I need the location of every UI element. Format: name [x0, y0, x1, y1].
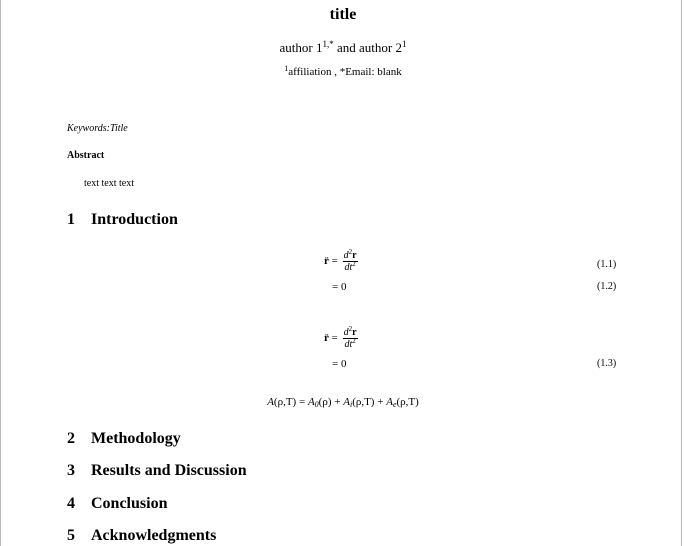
affiliation-text: affiliation , *Email: blank	[288, 66, 402, 78]
section-heading	[67, 211, 178, 229]
section-number: 2	[67, 430, 75, 447]
equation-1-3-zero: = 0	[332, 358, 347, 370]
author-1: author 1	[279, 40, 323, 55]
eq-equals: =	[331, 255, 338, 268]
equation-1-2: = 0	[332, 281, 347, 293]
eq-fraction: $\frac{d^2r}{dt^2}$	[343, 325, 357, 350]
equation-long: $A(\rho,T) = A_0(\rho) + A_i(\rho,T) + A_e(\rho,T)$	[267, 396, 419, 409]
equation-label: (1.2)	[597, 281, 617, 292]
section-heading	[67, 430, 181, 448]
section-title: Acknowledgments	[91, 527, 217, 544]
section-title: Methodology	[91, 430, 181, 447]
section-title: Results and Discussion	[91, 462, 247, 479]
section-heading	[67, 462, 247, 480]
section-number: 4	[67, 495, 75, 512]
author-line	[1, 40, 684, 56]
section-title: Introduction	[91, 211, 178, 228]
section-title: Conclusion	[91, 495, 168, 512]
section-number: 5	[67, 527, 75, 544]
paper-title: title	[329, 6, 357, 23]
eq-fraction: $\frac{d^2r}{dt^2}$	[343, 248, 357, 273]
section-heading	[67, 527, 216, 545]
author-2: and author 2	[333, 40, 402, 55]
affiliation-mark: 1	[284, 64, 289, 73]
affiliation-line	[1, 66, 684, 78]
eq-lhs: r̈	[324, 255, 329, 268]
author-1-affil-mark: 1,*	[322, 39, 334, 49]
equation-1-3	[324, 327, 358, 350]
equation-1-1	[324, 250, 358, 273]
section-number: 1	[67, 211, 75, 228]
keywords: Keywords:Title	[67, 123, 128, 134]
section-number: 3	[67, 462, 75, 479]
equation-label: (1.1)	[597, 259, 617, 270]
author-2-affil-mark: 1	[401, 39, 407, 49]
eq-equals: =	[331, 332, 338, 345]
eq-lhs: r̈	[324, 332, 329, 345]
abstract-text: text text text	[84, 178, 134, 189]
equation-label: (1.3)	[597, 358, 617, 369]
abstract-heading: Abstract	[67, 150, 105, 161]
section-heading	[67, 495, 167, 513]
